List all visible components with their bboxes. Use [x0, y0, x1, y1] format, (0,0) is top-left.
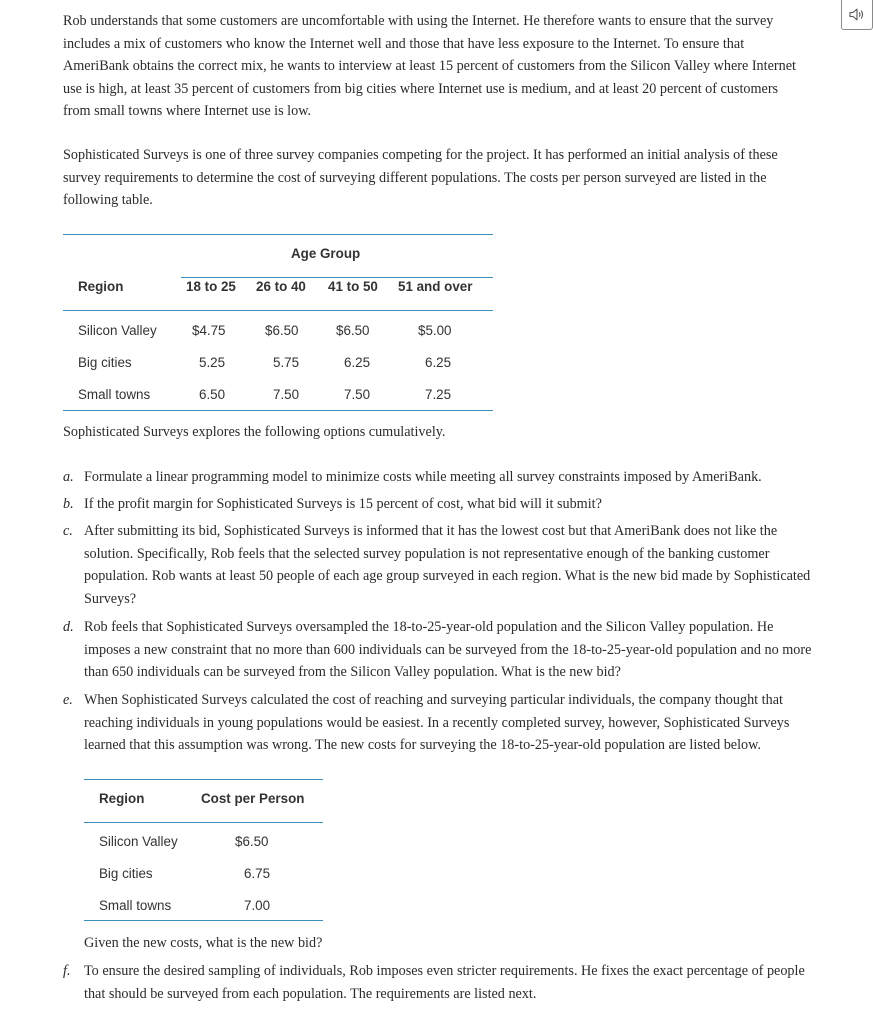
new-bid-question: Given the new costs, what is the new bid?: [84, 935, 323, 951]
cost-cell: 6.50: [199, 387, 226, 402]
cost-cell: 5.75: [273, 355, 300, 370]
age-group-header: Age Group: [291, 246, 361, 261]
item-a: [63, 466, 814, 489]
cost-cell: $4.75: [192, 323, 226, 338]
region-header: Region: [99, 791, 145, 806]
item-c: [63, 520, 814, 610]
region-cell: Small towns: [78, 387, 151, 402]
item-label: a.: [63, 469, 74, 485]
age-column-header: 18 to 25: [186, 279, 236, 294]
item-text: After submitting its bid, Sophisticated Surveys is informed that it has the lowest cost but that AmeriBank does not like the solution. Specifically, Rob feels that the selected survey population is not representative enough of the banking customer population. Rob wants at least 50 people of each age group surveyed in each region. What is the new bid made by Sophisticated Surveys?: [84, 523, 811, 607]
item-b: [63, 493, 814, 516]
header-rule: [84, 822, 323, 823]
table-top-rule: [84, 779, 323, 780]
cost-cell: $5.00: [418, 323, 452, 338]
cost-table: [63, 234, 493, 412]
item-text: Formulate a linear programming model to minimize costs while meeting all survey constraints imposed by AmeriBank.: [84, 469, 762, 485]
age-column-header: 51 and over: [398, 279, 473, 294]
item-label: f.: [63, 963, 71, 979]
item-e: [63, 689, 814, 779]
item-label: b.: [63, 496, 74, 512]
item-d: [63, 616, 814, 684]
second-paragraph: Sophisticated Surveys is one of three survey companies competing for the project. It has performed an initial analysis of these survey requirements to determine the cost of surveying different populations. The costs per person surveyed are listed in the following table.: [63, 147, 778, 208]
cost-cell: $6.50: [336, 323, 370, 338]
item-text: When Sophisticated Surveys calculated the cost of reaching and surveying particular individuals, the company thought that reaching individuals in young populations would be easiest. In a recently completed survey, however, Sophisticated Surveys learned that this assumption was wrong. The new costs for surveying the 18-to-25-year-old population are listed below.: [84, 692, 790, 753]
region-cell: Small towns: [99, 898, 172, 913]
region-cell: Big cities: [99, 866, 153, 881]
cost-cell: 6.25: [425, 355, 452, 370]
table-bottom-rule: [63, 410, 493, 411]
item-label: e.: [63, 692, 73, 708]
region-cell: Silicon Valley: [78, 323, 157, 338]
cost-cell: 7.50: [273, 387, 300, 402]
cost-cell: $6.50: [235, 834, 269, 849]
age-group-rule: [181, 277, 493, 278]
cost-cell: 5.25: [199, 355, 226, 370]
item-text: Rob feels that Sophisticated Surveys oversampled the 18-to-25-year-old population and the Silicon Valley population. He imposes a new constraint that no more than 600 individuals can be surveyed from the 18-to-25-year-old population and no more than 650 individuals can be surveyed from the Silicon Valley population. What is the new bid?: [84, 619, 812, 680]
cost-cell: 7.50: [344, 387, 371, 402]
audio-button[interactable]: [841, 0, 873, 30]
cost-header: Cost per Person: [201, 791, 305, 806]
item-label: d.: [63, 619, 74, 635]
region-header: Region: [78, 279, 124, 294]
cost-cell: 6.75: [244, 866, 271, 881]
cost-cell: $6.50: [265, 323, 299, 338]
cost-cell: 7.00: [244, 898, 271, 913]
age-column-header: 26 to 40: [256, 279, 306, 294]
intro-paragraph: Rob understands that some customers are uncomfortable with using the Internet. He therefore wants to ensure that the survey includes a mix of customers who know the Internet well and those that have less exposure to the Internet. To ensure that AmeriBank obtains the correct mix, he wants to interview at least 15 percent of customers from the Silicon Valley where Internet use is high, at least 35 percent of customers from big cities where Internet use is medium, and at least 20 percent of customers from small towns where Internet use is low.: [63, 13, 796, 119]
table-bottom-rule: [84, 920, 323, 921]
explores-text: Sophisticated Surveys explores the following options cumulatively.: [63, 424, 446, 440]
age-column-header: 41 to 50: [328, 279, 378, 294]
cost-cell: 6.25: [344, 355, 371, 370]
new-cost-table: [84, 779, 324, 924]
item-text: To ensure the desired sampling of individuals, Rob imposes even stricter requirements. He fixes the exact percentage of people that should be surveyed from each population. The requirements are listed next.: [84, 963, 805, 1002]
region-cell: Big cities: [78, 355, 132, 370]
table-top-rule: [63, 234, 493, 235]
speaker-icon: [849, 8, 865, 21]
item-f: [63, 960, 814, 1006]
cost-cell: 7.25: [425, 387, 452, 402]
region-cell: Silicon Valley: [99, 834, 178, 849]
item-label: c.: [63, 523, 73, 539]
header-rule: [63, 310, 493, 311]
item-text: If the profit margin for Sophisticated Surveys is 15 percent of cost, what bid will it submit?: [84, 496, 602, 512]
